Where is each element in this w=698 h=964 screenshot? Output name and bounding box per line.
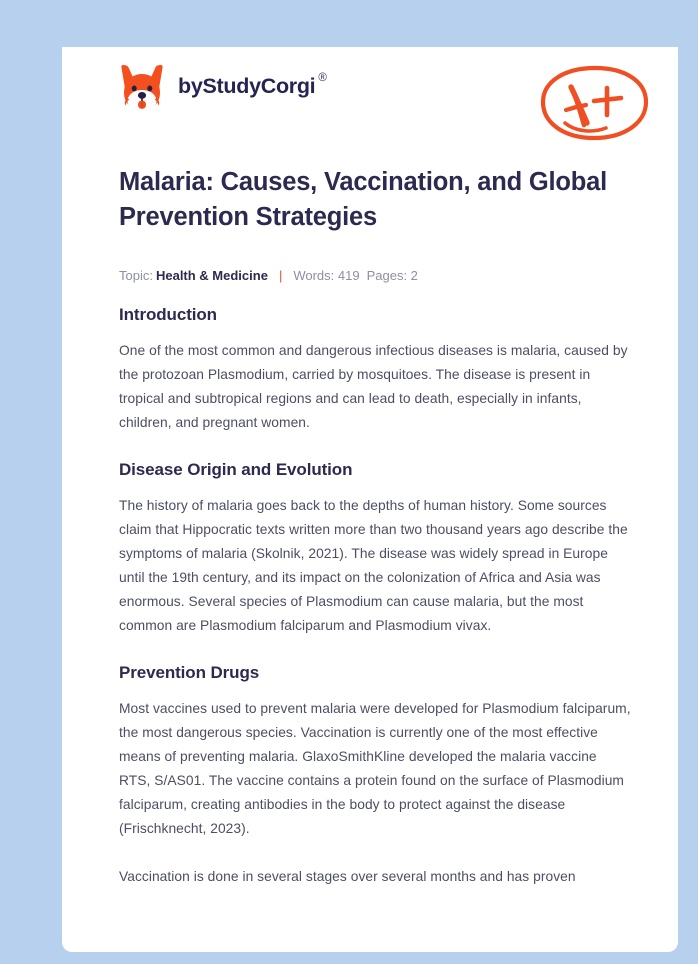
corgi-logo-icon: [119, 62, 165, 112]
registered-trademark-icon: ®: [318, 72, 327, 85]
document-sheet: [62, 47, 678, 952]
studycorgi-brand[interactable]: [119, 62, 327, 112]
topic-label: Topic:: [119, 268, 153, 283]
trailing-paragraph: Vaccination is done in several stages over several months and has proven: [119, 869, 576, 884]
section-prevention-drugs: [119, 663, 631, 841]
meta-separator: |: [278, 268, 283, 283]
brand-prefix: by: [178, 74, 203, 99]
section-disease-origin-and-evolution: [119, 460, 631, 638]
brand-name: StudyCorgi: [202, 74, 316, 99]
page-count: Pages: 2: [366, 268, 418, 283]
document-header: [119, 62, 651, 154]
section-paragraph: The history of malaria goes back to the depths of human history. Some sources claim that Hippocratic texts written more than two thousand years ago describe the symptoms of malaria (Skolnik, 2021). The disease was widely spread in Europe until the 19th century, and its impact on the colonization of Africa and Asia was enormous. Several species of Plasmodium can cause malaria, but the most common are Plasmodium falciparum and Plasmodium vivax.: [119, 498, 628, 633]
word-count: Words: 419: [293, 268, 360, 283]
section-heading: Prevention Drugs: [119, 663, 260, 682]
topic-value[interactable]: Health & Medicine: [155, 268, 268, 283]
brand-wordmark: [178, 72, 327, 99]
section-paragraph: One of the most common and dangerous infectious diseases is malaria, caused by the protozoan Plasmodium, carried by mosquitoes. The disease is present in tropical and subtropical regions and can lead to death, especially in infants, children, and pregnant women.: [119, 343, 628, 430]
document-body: [119, 305, 631, 889]
section-introduction: [119, 305, 631, 435]
a-plus-badge-icon: [538, 63, 651, 143]
page-title: Malaria: Causes, Vaccination, and Global Prevention Strategies: [119, 168, 607, 232]
document-meta: [119, 269, 418, 282]
section-heading: Introduction: [119, 305, 217, 324]
section-paragraph: Most vaccines used to prevent malaria were developed for Plasmodium falciparum, the most dangerous species. Vaccination is currently one of the most effective means of preventing malaria. GlaxoSmithKline developed the malaria vaccine RTS, S/AS01. The vaccine contains a protein found on the surface of Plasmodium falciparum, creating antibodies in the body to protect against the disease (Frischknecht, 2023).: [119, 701, 631, 836]
section-heading: Disease Origin and Evolution: [119, 460, 353, 479]
